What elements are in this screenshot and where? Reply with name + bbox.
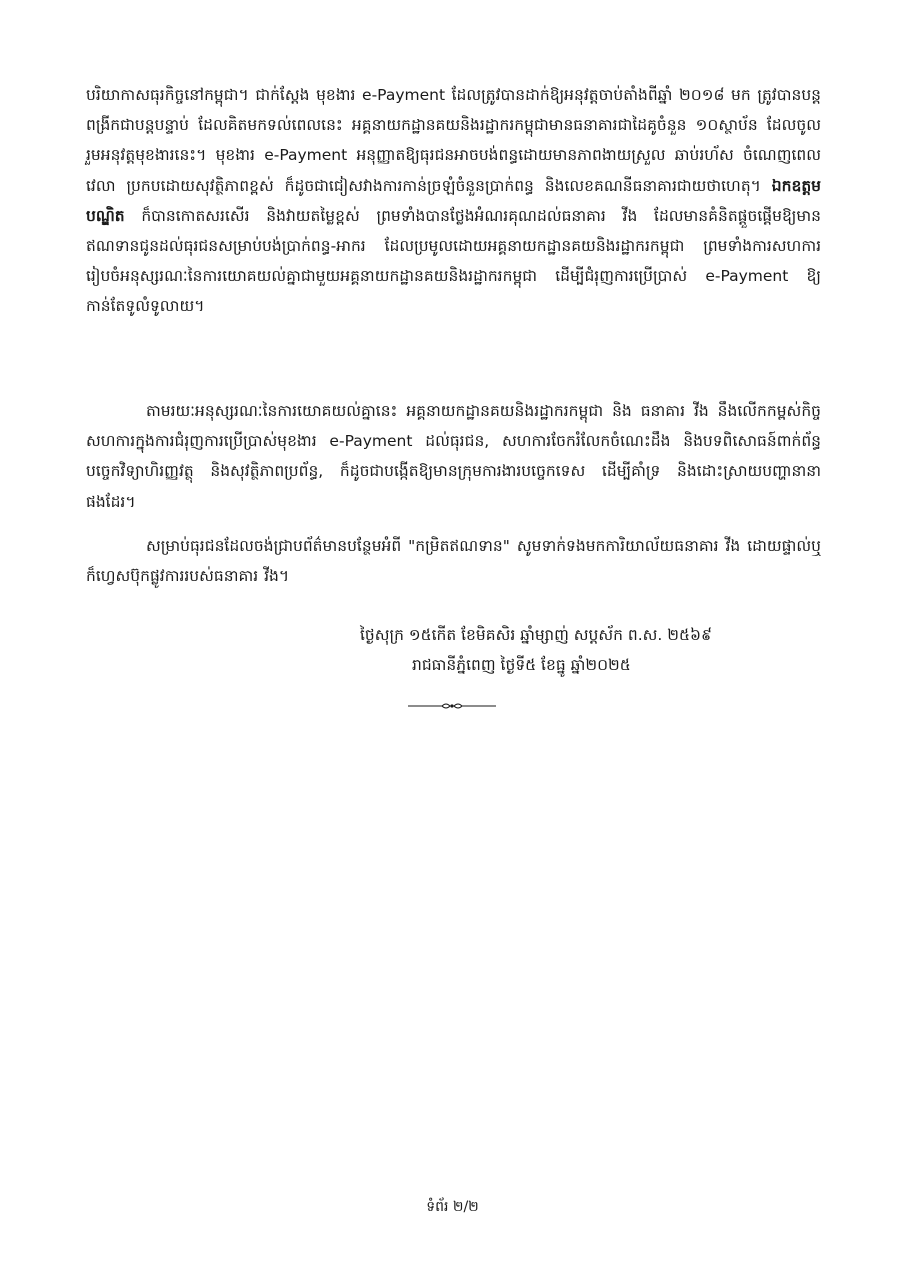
paragraph-1 [86,80,821,322]
paragraph-2: តាមរយៈអនុស្សរណៈនៃការយោគយល់គ្នានេះ អគ្គនាយកដ្ឋានគយនិងរដ្ឋាករកម្ពុជា និង ធនាគារ វីង នឹងលើកកម្ពស់កិច្ចសហការក្នុងការជំរុញការប្រើប្រាស់មុខងារ e-Payment ដល់ធុរជន, សហការចែករំលែកចំណេះដឹង និងបទពិសោធន៍ពាក់ព័ន្ធបច្ចេកវិទ្យាហិរញ្ញវត្ថុ និងសុវត្ថិភាពប្រព័ន្ធ, ក៏ដូចជាបង្កើតឱ្យមានក្រុមការងារបច្ចេកទេស ដើម្បីគាំទ្រ និងដោះស្រាយបញ្ហានានាផងដែរ។ [86,402,821,511]
paragraph-3: សម្រាប់ធុរជនដែលចង់ជ្រាបព័ត៌មានបន្ថែមអំពី "កម្រិតឥណទាន" សូមទាក់ទងមកការិយាល័យធនាគារ វីង ដោយផ្ទាល់ឬក៏ហ្វេសប៊ុកផ្លូវការរបស់ធនាគារ វីង។ [86,537,821,586]
ornament-divider [408,700,496,712]
lunar-date: ថ្ងៃសុក្រ ១៥កើត ខែមិគសិរ ឆ្នាំម្សាញ់ សប្តស័ក ព.ស. ២៥៦៩ [360,626,712,644]
paragraph-1-text-start: បរិយាកាសធុរកិច្ចនៅកម្ពុជា។ ជាក់ស្តែង មុខងារ e-Payment ដែលត្រូវបានដាក់ឱ្យអនុវត្តចាប់តាំងពីឆ្នាំ ២០១៨ មក ត្រូវបានបន្តពង្រីកជាបន្តបន្ទាប់ ដែលគិតមកទល់ពេលនេះ អគ្គនាយកដ្ឋានគយនិងរដ្ឋាករកម្ពុជាមានធនាគារជាដៃគូចំនួន ១០ស្ថាប័ន ដែលចូលរួមអនុវត្តមុខងារនេះ។ មុខងារ e-Payment អនុញ្ញាតឱ្យធុរជនអាចបង់ពន្ធដោយមានភាពងាយស្រួល ឆាប់រហ័ស ចំណេញពេលវេលា ប្រកបដោយសុវត្ថិភាពខ្ពស់ ក៏ដូចជាជៀសវាងការកាន់ច្រឡំចំនួនប្រាក់ពន្ធ និងលេខគណនីធនាគារជាយថាហេតុ។ [86,86,821,195]
solar-date: រាជធានីភ្នំពេញ ថ្ងៃទី៥ ខែធ្នូ ឆ្នាំ២០២៥ [412,656,631,674]
date-block [360,620,830,680]
paragraph-1-text-end: ក៏បានកោតសរសើរ និងវាយតម្លៃខ្ពស់ ព្រមទាំងបានថ្លែងអំណរគុណដល់ធនាគារ វីង ដែលមានគំនិតផ្តួចផ្តើមឱ្យមានឥណទានជូនដល់ធុរជនសម្រាប់បង់ប្រាក់ពន្ធ-អាករ ដែលប្រមូលដោយអគ្គនាយកដ្ឋានគយនិងរដ្ឋាករកម្ពុជា ព្រមទាំងការសហការរៀបចំអនុស្សរណៈនៃការយោគយល់គ្នាជាមួយអគ្គនាយកដ្ឋានគយនិងរដ្ឋាករកម្ពុជា ដើម្បីជំរុញការប្រើប្រាស់ e-Payment ឱ្យកាន់តែទូលំទូលាយ។ [86,206,821,316]
title-excellency-bold: ឯកឧត្តមបណ្ឌិត [86,176,821,225]
page-number: ទំព័រ ២/២ [426,1199,479,1215]
